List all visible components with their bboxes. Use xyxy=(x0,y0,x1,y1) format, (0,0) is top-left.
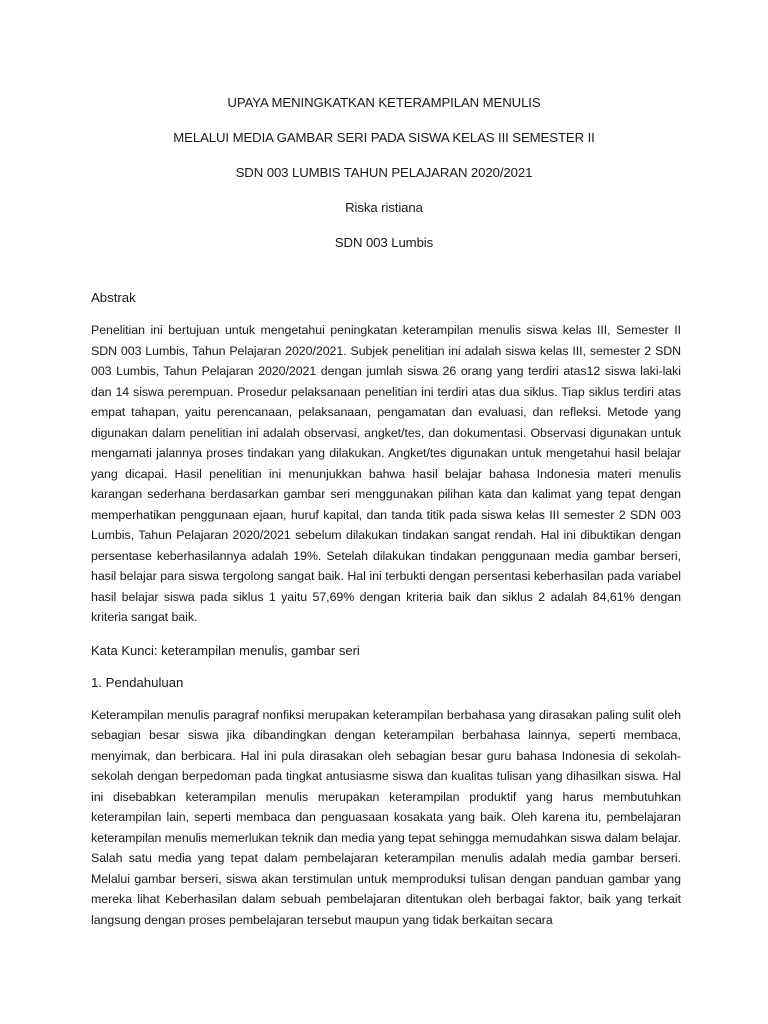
author-name: Riska ristiana xyxy=(345,200,423,215)
abstract-heading: Abstrak xyxy=(91,290,136,305)
abstract-text: Penelitian ini bertujuan untuk mengetahui peningkatan keterampilan menulis siswa kelas III, Semester II SDN 003 Lumbis, Tahun Pelajaran 2020/2021. Subjek penelitian ini adalah siswa kelas III, semester 2 SDN 003 Lumbis, Tahun Pelajaran 2020/2021 dengan jumlah siswa 26 orang yang terdiri atas12 siswa laki-laki dan 14 siswa perempuan. Prosedur pelaksanaan penelitian ini terdiri atas dua siklus. Tiap siklus terdiri atas empat tahapan, yaitu perencanaan, pelaksanaan, pengamatan dan evaluasi, dan refleksi. Metode yang digunakan dalam penelitian ini adalah observasi, angket/tes, dan dokumentasi. Observasi digunakan untuk mengamati jalannya proses tindakan yang dilakukan. Angket/tes digunakan untuk mengetahui hasil belajar yang dicapai. Hasil penelitian ini menunjukkan bahwa hasil belajar bahasa Indonesia materi menulis karangan sederhana berdasarkan gambar seri menggunakan pilihan kata dan kalimat yang tepat dengan memperhatikan penggunaan ejaan, huruf kapital, dan tanda titik pada siswa kelas III semester 2 SDN 003 Lumbis, Tahun Pelajaran 2020/2021 sebelum dilakukan tindakan sangat rendah. Hal ini dibuktikan dengan persentase keberhasilannya adalah 19%. Setelah dilakukan tindakan penggunaan media gambar berseri, hasil belajar para siswa tergolong sangat baik. Hal ini terbukti dengan persentasi keberhasilan pada variabel hasil belajar siswa pada siklus 1 yaitu 57,69% dengan kriteria baik dan siklus 2 adalah 84,61% dengan kriteria sangat baik. xyxy=(91,323,681,624)
pendahuluan-text: Keterampilan menulis paragraf nonfiksi merupakan keterampilan berbahasa yang dirasakan paling sulit oleh sebagian besar siswa jika dibandingkan dengan keterampilan berbahasa lainnya, seperti membaca, menyimak, dan berbicara. Hal ini pula dirasakan oleh sebagian besar guru bahasa Indonesia di sekolah-sekolah dengan berpedoman pada tingkat antusiasme siswa dan kualitas tulisan yang dihasilkan siswa. Hal ini disebabkan keterampilan menulis merupakan keterampilan produktif yang harus membutuhkan keterampilan lain, seperti membaca dan penguasaan kosakata yang baik. Oleh karena itu, pembelajaran keterampilan menulis memerlukan teknik dan media yang tepat sehingga memudahkan siswa dalam belajar. Salah satu media yang tepat dalam pembelajaran keterampilan menulis adalah media gambar berseri. Melalui gambar berseri, siswa akan terstimulan untuk memproduksi tulisan dengan panduan gambar yang mereka lihat Keberhasilan dalam sebuah pembelajaran ditentukan oleh berbagai faktor, baik yang terkait langsung dengan proses pembelajaran tersebut maupun yang tidak berkaitan secara xyxy=(91,707,681,927)
title-line-1: UPAYA MENINGKATKAN KETERAMPILAN MENULIS xyxy=(227,95,541,110)
title-block xyxy=(0,94,768,269)
document-body xyxy=(91,289,681,944)
section-heading-pendahuluan: 1. Pendahuluan xyxy=(91,674,184,690)
title-line-3: SDN 003 LUMBIS TAHUN PELAJARAN 2020/2021 xyxy=(235,165,533,180)
title-line-2: MELALUI MEDIA GAMBAR SERI PADA SISWA KELAS III SEMESTER II xyxy=(173,130,595,145)
author-affiliation: SDN 003 Lumbis xyxy=(334,235,434,250)
keywords-line: Kata Kunci: keterampilan menulis, gambar seri xyxy=(91,642,360,658)
